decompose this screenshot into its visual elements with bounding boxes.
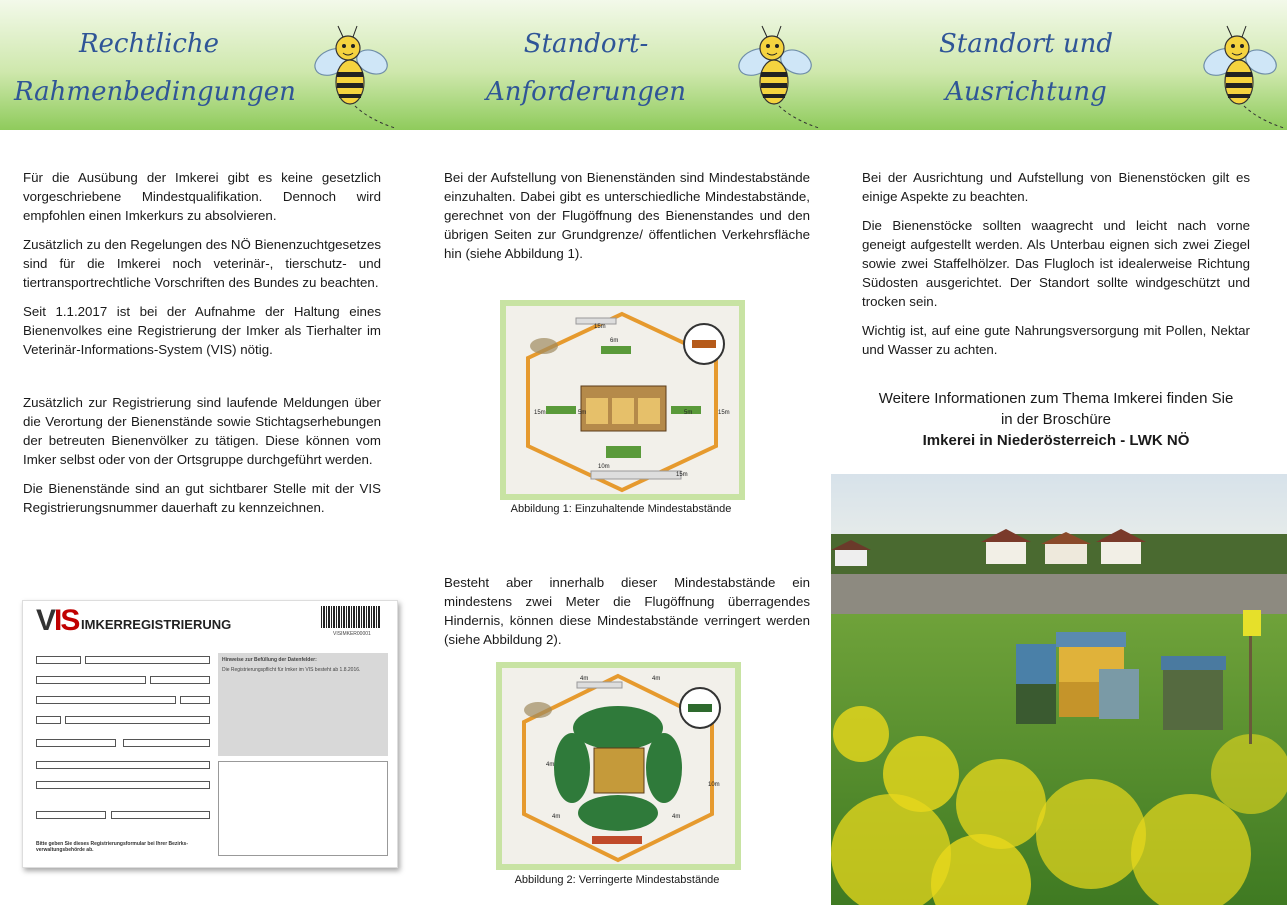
figure-1-illustration — [506, 306, 739, 494]
figure-1-caption: Abbildung 1: Einzuhaltende Mindestabstände — [510, 503, 732, 515]
bee-icon — [734, 20, 824, 130]
distance-diagram-2 — [502, 668, 735, 864]
figure-2-illustration — [502, 668, 735, 864]
form-field — [36, 781, 210, 789]
column-site-requirements-cont — [444, 573, 810, 659]
header-title-2 — [476, 20, 696, 116]
header-panel-3 — [831, 0, 1287, 130]
form-field — [36, 716, 61, 724]
header-panel-1 — [0, 0, 416, 130]
paragraph: Die Bienenstöcke sollten waagrecht und leicht nach vorne geneigt aufgestellt werden. Als Unterbau eignen sich zwei Ziegel sowie zwei Staffelhölzer. Das Flugloch ist idealerweise Richtung Südosten ausgerichtet. Der Standort sollte windgeschützt und trocken sein. — [862, 218, 1250, 309]
form-right-panel — [218, 761, 388, 856]
header-title-1-line1: Rechtliche — [78, 29, 220, 59]
distance-label: 4m — [546, 762, 555, 768]
distance-label: 5m — [578, 410, 587, 416]
distance-label: 4m — [672, 814, 681, 820]
info-line-1: Weitere Informationen zum Thema Imkerei finden Sie — [878, 390, 1234, 407]
distance-label: 6m — [610, 338, 619, 344]
distance-label: 15m — [718, 410, 730, 416]
paragraph: Seit 1.1.2017 ist bei der Aufnahme der Haltung eines Bienenvolkes eine Registrierung der Imker als Tierhalter im Veterinär-Informations-System (VIS) nötig. — [23, 304, 381, 357]
header-title-2-line2: Anforderungen — [486, 77, 686, 107]
distance-label: 15m — [676, 472, 688, 478]
paragraph: Besteht aber innerhalb dieser Mindestabstände ein mindestens zwei Meter die Flugöffnung überragendes Hindernis, können diese Mindestabstände verringert werden (siehe Abbildung 2). — [444, 575, 810, 647]
header-title-3-line1: Standort und — [938, 29, 1114, 59]
form-field — [85, 656, 210, 664]
paragraph: Für die Ausübung der Imkerei gibt es keine gesetzlich vorgeschriebene Mindestqualifikation. Dennoch wird empfohlen einen Imkerkurs zu absolvieren. — [23, 170, 381, 223]
form-info-heading: Hinweise zur Befüllung der Datenfelder: — [222, 657, 317, 663]
distance-label: 4m — [652, 676, 661, 682]
paragraph: Bei der Aufstellung von Bienenständen sind Mindestabstände einzuhalten. Dabei gibt es unterschiedliche Mindestabstände, gerechnet von der Flugöffnung des Bienenstandes und den übrigen Seiten zur Grundgrenze/ öffentlichen Verkehrsfläche hin (siehe Abbildung 1). — [444, 170, 810, 261]
form-field — [36, 811, 106, 819]
column-site-requirements — [444, 168, 810, 273]
form-code: VISIMKER00001 — [333, 631, 371, 637]
distance-label: 4m — [580, 676, 589, 682]
header-title-2-line1: Standort- — [523, 29, 649, 59]
form-field — [150, 676, 210, 684]
barcode-icon — [321, 606, 381, 628]
distance-label: 15m — [594, 324, 606, 330]
header-title-1-line2: Rahmenbedingungen — [14, 77, 296, 107]
form-info-panel — [218, 653, 388, 756]
further-info — [862, 388, 1250, 451]
bee-icon — [1199, 20, 1287, 130]
header-title-3 — [911, 20, 1141, 116]
form-field — [36, 739, 116, 747]
form-field — [123, 739, 210, 747]
form-footer: Bitte geben Sie dieses Registrierungsformular bei Ihrer Bezirks-verwaltungsbehörde ab. — [36, 841, 188, 853]
form-title: IMKERREGISTRIERUNG — [81, 617, 232, 632]
header-title-3-line2: Ausrichtung — [945, 77, 1107, 107]
form-field — [111, 811, 210, 819]
bee-icon — [310, 20, 400, 130]
beehive-field-photo — [831, 474, 1287, 905]
form-field — [36, 761, 210, 769]
column-legal — [23, 168, 381, 527]
paragraph: Bei der Ausrichtung und Aufstellung von Bienenstöcken gilt es einige Aspekte zu beachten. — [862, 170, 1250, 204]
photo-illustration — [831, 474, 1287, 905]
distance-label: 4m — [552, 814, 561, 820]
column-orientation — [862, 168, 1250, 369]
distance-diagram-1 — [506, 306, 739, 494]
vis-registration-form-image — [22, 600, 398, 868]
distance-label: 10m — [598, 464, 610, 470]
distance-label: 10m — [708, 782, 720, 788]
info-line-2: in der Broschüre — [1000, 411, 1112, 428]
brochure-title: Imkerei in Niederösterreich - LWK NÖ — [922, 432, 1190, 449]
distance-label: 5m — [684, 410, 693, 416]
paragraph: Wichtig ist, auf eine gute Nahrungsversorgung mit Pollen, Nektar und Wasser zu achten. — [862, 323, 1250, 357]
form-field — [36, 656, 81, 664]
distance-label: 15m — [534, 410, 546, 416]
form-info-line: Die Registrierungspflicht für Imker im VIS besteht ab 1.8.2016. — [222, 667, 361, 673]
vis-logo: VIS — [36, 604, 79, 637]
figure-2-caption: Abbildung 2: Verringerte Mindestabstände — [514, 874, 720, 886]
paragraph: Die Bienenstände sind an gut sichtbarer Stelle mit der VIS Registrierungsnummer dauerhaft zu kennzeichnen. — [23, 481, 381, 515]
header-panel-2 — [416, 0, 831, 130]
paragraph: Zusätzlich zur Registrierung sind laufende Meldungen über die Verortung der Bienenstände sowie Stichtagserhebungen der betreuten Bienenvölker zu tätigen. Diese können vom Imker selbst oder von der Ortsgruppe durchgeführt werden. — [23, 395, 381, 467]
figure-2 — [496, 662, 741, 870]
figure-1 — [500, 300, 745, 500]
form-field — [65, 716, 210, 724]
paragraph: Zusätzlich zu den Regelungen des NÖ Bienenzuchtgesetzes sind für die Imkerei noch veterinär-, tierschutz- und tiertransportrechtliche Vorschriften des Bundes zu beachten. — [23, 237, 381, 290]
form-field — [36, 696, 176, 704]
header-title-1 — [14, 20, 296, 116]
form-field — [180, 696, 210, 704]
form-field — [36, 676, 146, 684]
